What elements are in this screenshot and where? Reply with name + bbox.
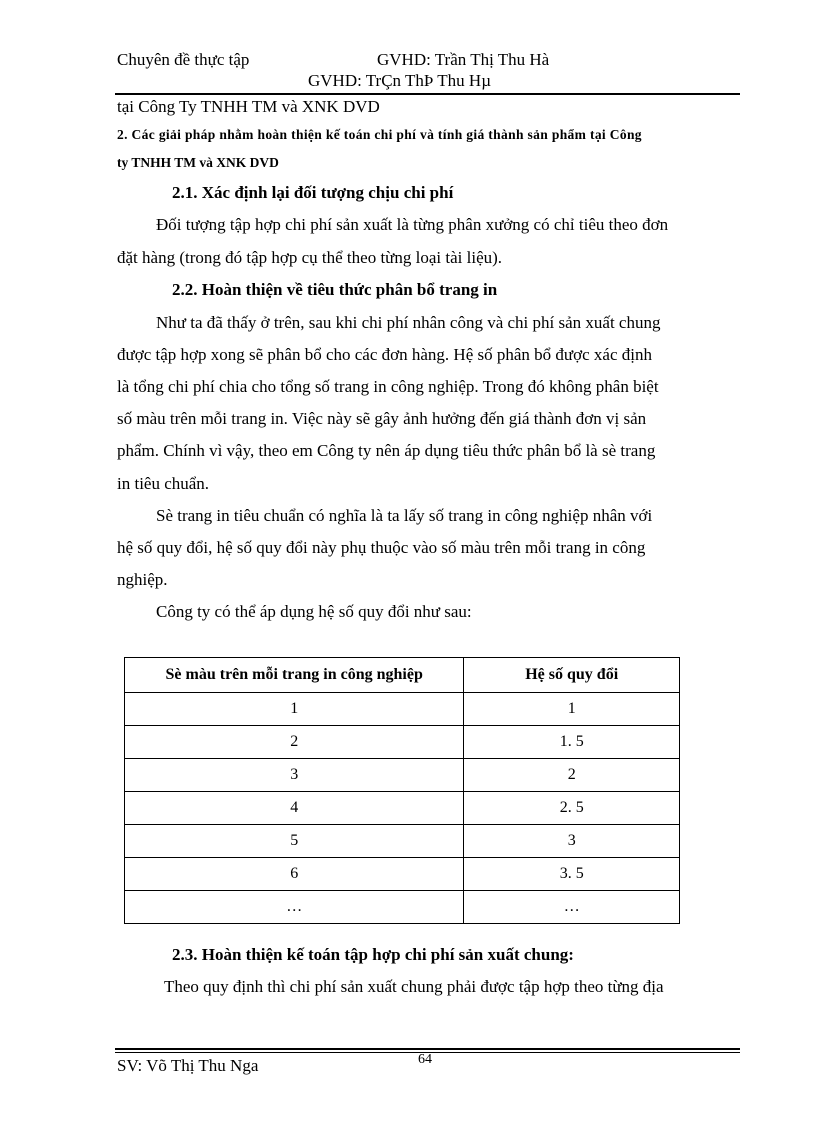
para-3-line-1: Sè trang in tiêu chuẩn có nghĩa là ta lấy số trang in công nghiệp nhân với [156,506,653,525]
header-divider [115,93,740,95]
para-1-line-1: Đối tượng tập hợp chi phí sản xuất là từng phân xưởng có chỉ tiêu theo đơn [156,215,669,234]
para-2-line-6: in tiêu chuẩn. [117,474,210,493]
table-header-row [125,658,680,693]
table-cell: 3. 5 [464,858,680,891]
table-row [125,759,680,792]
table-cell: 2 [125,726,464,759]
para-4: Công ty có thể áp dụng hệ số quy đổi như sau: [156,602,472,621]
conversion-table [124,657,680,924]
line-company: tại Công Ty TNHH TM và XNK DVD [117,97,380,116]
para-2-line-4: số màu trên mỗi trang in. Việc này sẽ gây ảnh hưởng đến giá thành đơn vị sản [117,409,647,428]
table-row [125,825,680,858]
table-row [125,792,680,825]
table-header-cell: Sè màu trên mỗi trang in công nghiệp [125,658,464,693]
section-2-title-line1: 2. Các giải pháp nhằm hoàn thiện kế toán chi phí và tính giá thành sản phẩm tại Công [117,127,642,142]
table-cell: 5 [125,825,464,858]
section-2-title-line2: ty TNHH TM và XNK DVD [117,155,279,170]
para-1-line-2: đặt hàng (trong đó tập hợp cụ thể theo từng loại tài liệu). [117,248,503,267]
table-cell: 3 [125,759,464,792]
page-number: 64 [418,1052,432,1067]
header-gvhd-2: GVHD: TrÇn ThÞ Thu Hµ [308,71,491,90]
table-row [125,858,680,891]
heading-2-1: 2.1. Xác định lại đối tượng chịu chi phí [172,183,454,202]
para-3-line-3: nghiệp. [117,570,168,589]
table-cell: 6 [125,858,464,891]
heading-2-2: 2.2. Hoàn thiện về tiêu thức phân bổ trang in [172,280,498,299]
para-2-line-5: phẩm. Chính vì vậy, theo em Công ty nên áp dụng tiêu thức phân bổ là sè trang [117,441,656,460]
table-row [125,891,680,924]
footer-divider-top [115,1048,740,1050]
table-cell: … [464,891,680,924]
para-5-line-1: Theo quy định thì chi phí sản xuất chung phải được tập hợp theo từng địa [164,977,664,996]
header-left: Chuyên đề thực tập [117,50,250,69]
table-cell: 4 [125,792,464,825]
table-row [125,726,680,759]
header-gvhd-1: GVHD: Trần Thị Thu Hà [377,50,550,69]
table-row [125,693,680,726]
table-cell: 2. 5 [464,792,680,825]
table-cell: 1 [464,693,680,726]
para-2-line-1: Như ta đã thấy ở trên, sau khi chi phí nhân công và chi phí sản xuất chung [156,313,661,332]
para-2-line-3: là tổng chi phí chia cho tổng số trang in công nghiệp. Trong đó không phân biệt [117,377,659,396]
table-cell: … [125,891,464,924]
para-3-line-2: hệ số quy đổi, hệ số quy đổi này phụ thuộc vào số màu trên mỗi trang in công [117,538,646,557]
table-cell: 1. 5 [464,726,680,759]
heading-2-3: 2.3. Hoàn thiện kế toán tập hợp chi phí sản xuất chung: [172,945,574,964]
para-2-line-2: được tập hợp xong sẽ phân bổ cho các đơn hàng. Hệ số phân bổ được xác định [117,345,652,364]
table-cell: 2 [464,759,680,792]
footer-student: SV: Võ Thị Thu Nga [117,1056,259,1075]
table-cell: 3 [464,825,680,858]
table-header-cell: Hệ số quy đổi [464,658,680,693]
table-cell: 1 [125,693,464,726]
